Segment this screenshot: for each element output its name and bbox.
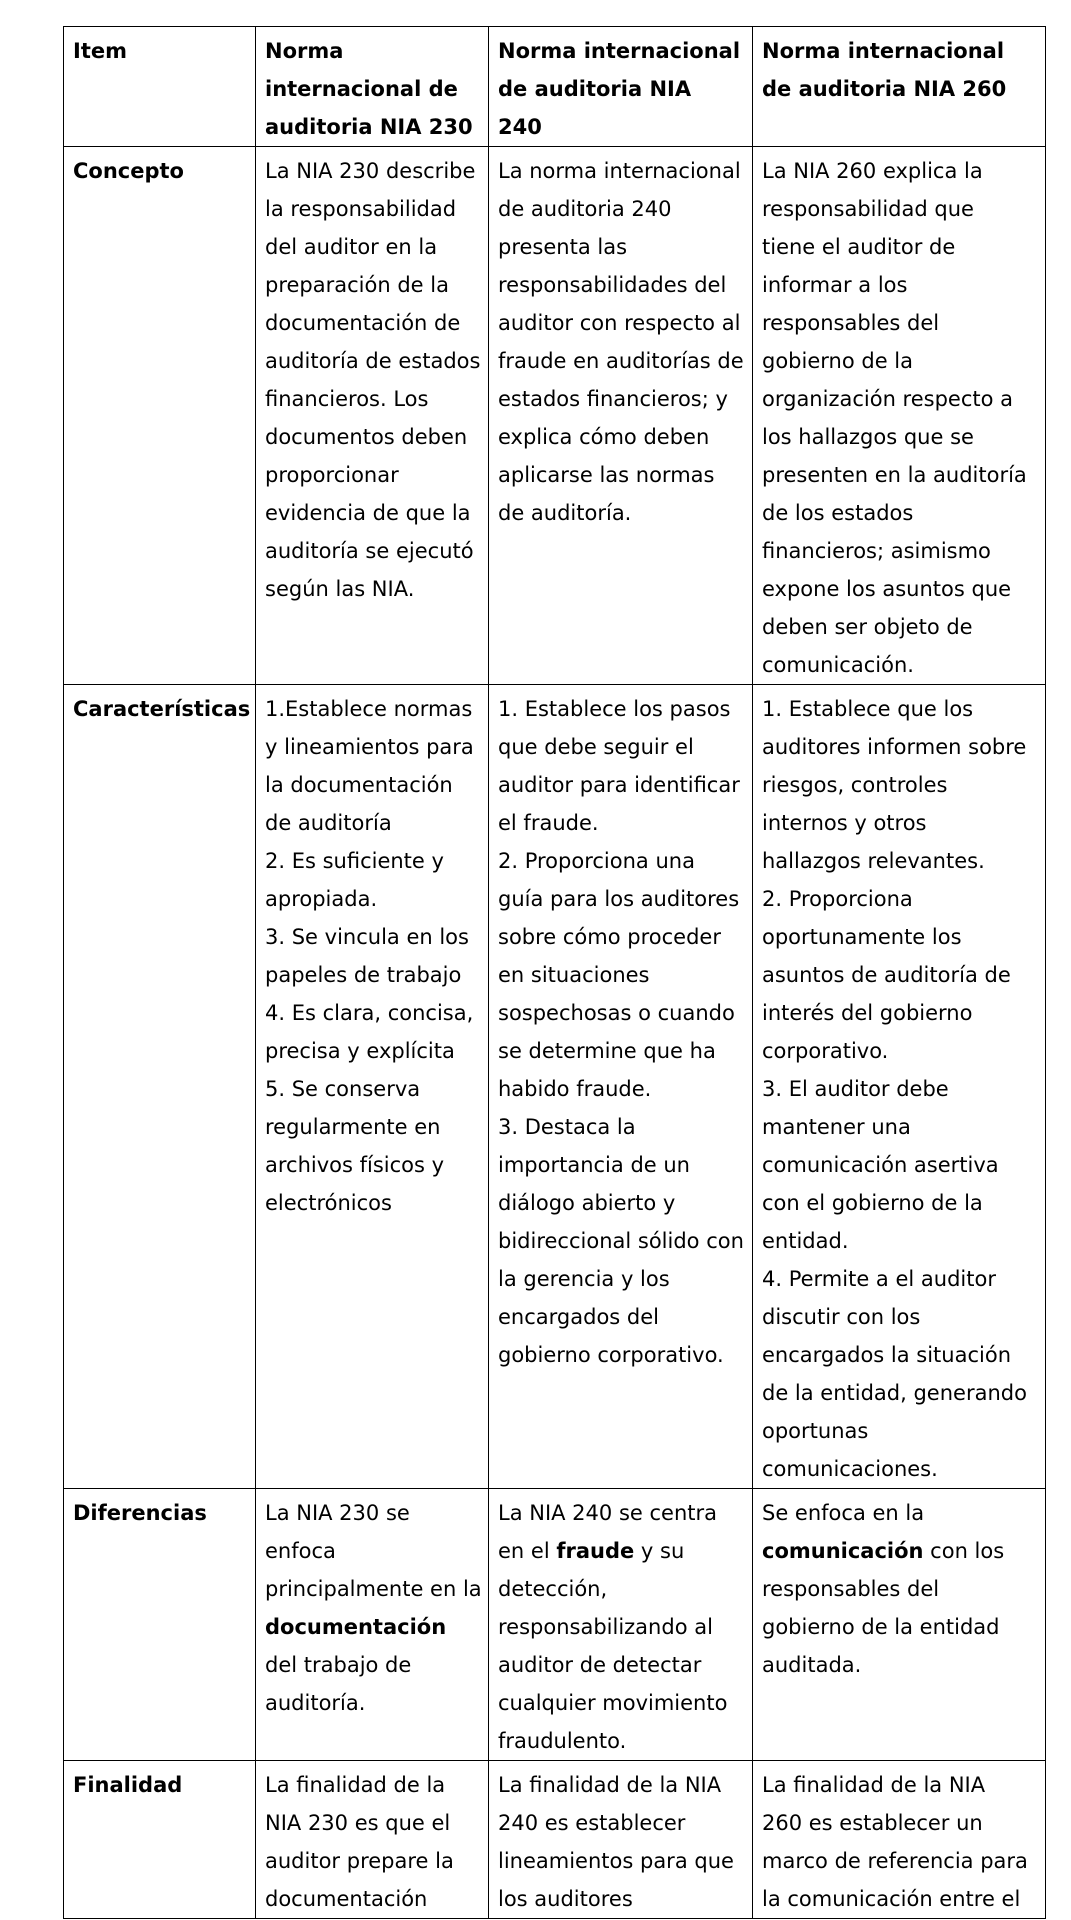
cell-line: 1. Establece que los [762, 697, 974, 721]
cell-line: gobierno corporativo. [498, 1343, 724, 1367]
cell-line: y lineamientos para [265, 735, 474, 759]
cell-line: enfoca [265, 1539, 336, 1563]
cell-concepto-nia260 [753, 147, 1046, 685]
header-nia230 [256, 27, 489, 147]
cell-diferencias-nia240 [489, 1489, 753, 1761]
cell-line [265, 1608, 479, 1646]
cell-line: cualquier movimiento [498, 1691, 728, 1715]
cell-diferencias-nia230 [256, 1489, 489, 1761]
nia-comparison-table [63, 26, 1046, 1919]
cell-line: 240 es establecer [498, 1811, 686, 1835]
cell-line: con el gobierno de la [762, 1191, 983, 1215]
cell-line: entidad. [762, 1229, 849, 1253]
cell-line: precisa y explícita [265, 1039, 455, 1063]
cell-line: explica cómo deben [498, 425, 710, 449]
cell-line: los hallazgos que se [762, 425, 974, 449]
row-finalidad [64, 1761, 1046, 1919]
cell-concepto-nia230 [256, 147, 489, 685]
cell-line: gobierno de la [762, 349, 913, 373]
text-run: en el [498, 1539, 557, 1563]
cell-line: auditoría se ejecutó [265, 539, 474, 563]
cell-line: discutir con los [762, 1305, 921, 1329]
cell-line: 4. Es clara, concisa, [265, 1001, 474, 1025]
cell-line: la responsabilidad [265, 197, 457, 221]
cell-line: La NIA 230 se [265, 1501, 410, 1525]
cell-line: sospechosas o cuando [498, 1001, 735, 1025]
cell-concepto-nia240 [489, 147, 753, 685]
cell-line: auditor con respecto al [498, 311, 741, 335]
cell-line: diálogo abierto y [498, 1191, 676, 1215]
cell-line: NIA 230 es que el [265, 1811, 451, 1835]
cell-line: documentación [265, 1887, 428, 1911]
cell-finalidad-nia260 [753, 1761, 1046, 1919]
row-label-text: Concepto [73, 159, 184, 183]
cell-line: presenta las [498, 235, 628, 259]
cell-line: archivos físicos y [265, 1153, 445, 1177]
row-label-diferencias [64, 1489, 256, 1761]
cell-line: auditoria NIA 230 [265, 115, 473, 139]
cell-line: los auditores [498, 1887, 633, 1911]
cell-line: principalmente en la [265, 1577, 482, 1601]
cell-caracteristicas-nia230 [256, 685, 489, 1489]
cell-caracteristicas-nia260 [753, 685, 1046, 1489]
cell-line: regularmente en [265, 1115, 441, 1139]
cell-line: expone los asuntos que [762, 577, 1012, 601]
cell-line: La finalidad de la NIA [498, 1773, 722, 1797]
row-label-finalidad [64, 1761, 256, 1919]
cell-line: la comunicación entre el [762, 1887, 1021, 1911]
cell-line: de auditoría. [498, 501, 632, 525]
cell-line: 1. Establece los pasos [498, 697, 731, 721]
cell-line: corporativo. [762, 1039, 889, 1063]
cell-line: en situaciones [498, 963, 650, 987]
cell-line: del trabajo de [265, 1653, 412, 1677]
cell-caracteristicas-nia240 [489, 685, 753, 1489]
cell-line: oportunas [762, 1419, 869, 1443]
cell-line: tiene el auditor de [762, 235, 956, 259]
cell-line: mantener una [762, 1115, 911, 1139]
cell-line: auditor de detectar [498, 1653, 702, 1677]
cell-line: de auditoria NIA [498, 77, 692, 101]
cell-line: organización respecto a [762, 387, 1014, 411]
cell-line: encargados del [498, 1305, 659, 1329]
cell-line: se determine que ha [498, 1039, 716, 1063]
row-label-caracteristicas [64, 685, 256, 1489]
cell-line: responsables del [762, 1577, 940, 1601]
cell-line: proporcionar [265, 463, 399, 487]
cell-finalidad-nia230 [256, 1761, 489, 1919]
emphasis-comunicacion: comunicación [762, 1539, 924, 1563]
cell-line: hallazgos relevantes. [762, 849, 985, 873]
cell-line: bidireccional sólido con [498, 1229, 744, 1253]
cell-line: comunicación. [762, 653, 914, 677]
cell-line: auditor para identificar [498, 773, 740, 797]
cell-line: 2. Proporciona [762, 887, 913, 911]
text-run: y su [634, 1539, 685, 1563]
row-caracteristicas [64, 685, 1046, 1489]
cell-line: fraude en auditorías de [498, 349, 744, 373]
cell-line: 260 es establecer un [762, 1811, 983, 1835]
cell-line: auditada. [762, 1653, 862, 1677]
cell-line: de auditoria NIA 260 [762, 77, 1007, 101]
cell-line: financieros. Los [265, 387, 429, 411]
cell-line: habido fraude. [498, 1077, 652, 1101]
cell-line: auditoría. [265, 1691, 366, 1715]
cell-line: Norma [265, 39, 344, 63]
cell-line: responsables del [762, 311, 940, 335]
cell-line: auditoría de estados [265, 349, 481, 373]
cell-line: La NIA 240 se centra [498, 1501, 717, 1525]
cell-line: de auditoría [265, 811, 392, 835]
cell-line: la gerencia y los [498, 1267, 670, 1291]
cell-line: detección, [498, 1577, 608, 1601]
cell-line: Norma internacional [498, 39, 741, 63]
cell-line: deben ser objeto de [762, 615, 973, 639]
cell-line: informar a los [762, 273, 908, 297]
cell-line: La finalidad de la NIA [762, 1773, 986, 1797]
cell-line: evidencia de que la [265, 501, 471, 525]
cell-line: lineamientos para que [498, 1849, 734, 1873]
cell-line: 4. Permite a el auditor [762, 1267, 996, 1291]
cell-line: electrónicos [265, 1191, 392, 1215]
cell-line: 3. El auditor debe [762, 1077, 949, 1101]
cell-line: 5. Se conserva [265, 1077, 421, 1101]
cell-line: financieros; asimismo [762, 539, 991, 563]
cell-line: según las NIA. [265, 577, 415, 601]
cell-line: importancia de un [498, 1153, 690, 1177]
cell-line: La finalidad de la [265, 1773, 446, 1797]
header-nia240 [489, 27, 753, 147]
cell-line: 240 [498, 115, 542, 139]
row-label-concepto [64, 147, 256, 685]
cell-line: 2. Es suficiente y [265, 849, 444, 873]
cell-line: sobre cómo proceder [498, 925, 721, 949]
cell-finalidad-nia240 [489, 1761, 753, 1919]
cell-line: auditor prepare la [265, 1849, 454, 1873]
cell-line: aplicarse las normas [498, 463, 715, 487]
header-row [64, 27, 1046, 147]
cell-line: papeles de trabajo [265, 963, 462, 987]
header-item [64, 27, 256, 147]
row-label-text: Diferencias [73, 1501, 207, 1525]
cell-line: auditores informen sobre [762, 735, 1027, 759]
emphasis-fraude: fraude [556, 1539, 635, 1563]
cell-line: La NIA 260 explica la [762, 159, 983, 183]
row-diferencias [64, 1489, 1046, 1761]
cell-line: Norma internacional [762, 39, 1005, 63]
cell-line: comunicaciones. [762, 1457, 938, 1481]
cell-line: responsabilidades del [498, 273, 727, 297]
cell-line: fraudulento. [498, 1729, 627, 1753]
cell-line: riesgos, controles [762, 773, 948, 797]
cell-line: La NIA 230 describe [265, 159, 476, 183]
cell-line: comunicación asertiva [762, 1153, 999, 1177]
cell-line: internos y otros [762, 811, 927, 835]
cell-line: Item [73, 39, 127, 63]
cell-line: internacional de [265, 77, 458, 101]
cell-line: documentos deben [265, 425, 468, 449]
cell-line: 2. Proporciona una [498, 849, 695, 873]
cell-line [498, 1532, 743, 1570]
cell-line: la documentación [265, 773, 453, 797]
cell-line: del auditor en la [265, 235, 438, 259]
cell-line: preparación de la [265, 273, 449, 297]
cell-line: La norma internacional [498, 159, 741, 183]
cell-line: guía para los auditores [498, 887, 740, 911]
cell-line: estados financieros; y [498, 387, 728, 411]
cell-line: de los estados [762, 501, 914, 525]
cell-line: 1.Establece normas [265, 697, 473, 721]
cell-line: 3. Destaca la [498, 1115, 636, 1139]
row-label-text: Finalidad [73, 1773, 183, 1797]
cell-line: de auditoria 240 [498, 197, 672, 221]
cell-line: encargados la situación [762, 1343, 1012, 1367]
row-concepto [64, 147, 1046, 685]
cell-line: documentación de [265, 311, 461, 335]
cell-diferencias-nia260 [753, 1489, 1046, 1761]
cell-line: oportunamente los [762, 925, 962, 949]
cell-line: gobierno de la entidad [762, 1615, 1000, 1639]
cell-line: que debe seguir el [498, 735, 694, 759]
cell-line: marco de referencia para [762, 1849, 1028, 1873]
cell-line: responsabilizando al [498, 1615, 713, 1639]
cell-line: 3. Se vincula en los [265, 925, 469, 949]
cell-line: Se enfoca en la [762, 1501, 925, 1525]
text-run: con los [923, 1539, 1005, 1563]
cell-line: asuntos de auditoría de [762, 963, 1011, 987]
header-nia260 [753, 27, 1046, 147]
cell-line: responsabilidad que [762, 197, 974, 221]
cell-line: de la entidad, generando [762, 1381, 1027, 1405]
row-label-text: Características [73, 697, 251, 721]
cell-line [762, 1532, 1036, 1570]
cell-line: el fraude. [498, 811, 599, 835]
cell-line: apropiada. [265, 887, 378, 911]
cell-line: presenten en la auditoría [762, 463, 1027, 487]
emphasis-documentacion: documentación [265, 1615, 447, 1639]
cell-line: interés del gobierno [762, 1001, 973, 1025]
